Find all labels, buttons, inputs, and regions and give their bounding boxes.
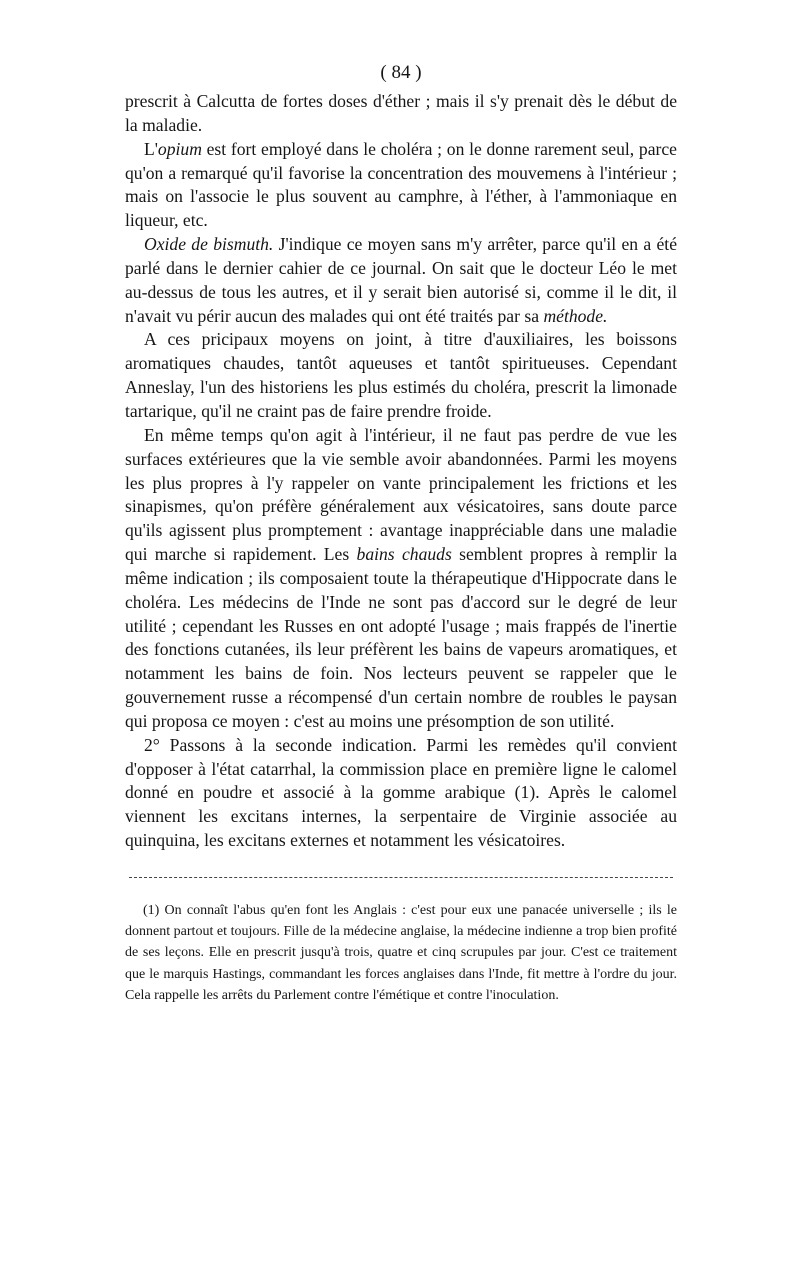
paragraph <box>125 233 677 328</box>
paragraph <box>125 328 677 423</box>
paragraph <box>125 138 677 233</box>
italic-run: opium <box>157 138 202 159</box>
text-run: En même temps qu'on agit à l'intérieur, il ne faut pas perdre de vue les surfaces extérieures que la vie semble avoir abandonnées. Parmi les moyens les plus propres à l'y rappeler on vante principalement les frictions et les sinapismes, qu'on préfère généralement aux vésicatoires, sans doute parce qu'ils agissent plus promptement : avantage inappréciable dans une maladie qui marche si rapidement. Les <box>125 424 677 565</box>
paragraph <box>125 90 677 138</box>
footnote <box>125 900 677 1006</box>
text-run: 2° Passons à la seconde indication. Parmi les remèdes qu'il convient d'opposer à l'état catarrhal, la commission place en première ligne le calomel donné en poudre et associé à la gomme arabique (1). Après le calomel viennent les excitans internes, la serpentaire de Virginie associée au quinquina, les excitans externes et notamment les vésicatoires. <box>125 734 677 851</box>
book-page <box>125 60 677 1006</box>
italic-run: méthode. <box>543 305 608 326</box>
text-run: J'indique ce moyen sans m'y arrêter, parce qu'il en a été parlé dans le dernier cahier de ce journal. On sait que le docteur Léo le met au-dessus de tous les autres, et il y serait bien autorisé si, comme il le dit, il n'avait vu périr aucun des malades qui ont été traités par sa <box>125 234 678 326</box>
paragraph <box>125 424 677 734</box>
footnote-text: (1) On connaît l'abus qu'en font les Anglais : c'est pour eux une panacée universelle ; ils le donnent partout et toujours. Fille de la médecine anglaise, la médecine indienne a trop bien profité de ses leçons. Elle en prescrit jusqu'à trois, quatre et cinq scrupules par jour. C'est ce traitement que le marquis Hastings, commandant les forces anglaises dans l'Inde, fit mettre à l'ordre du jour. Cela rappelle les arrêts du Parlement contre l'émétique et contre l'inoculation. <box>125 903 677 1003</box>
italic-run: bains chauds <box>356 544 452 565</box>
text-run: A ces pricipaux moyens on joint, à titre d'auxiliaires, les boissons aromatiques chaudes, tantôt aqueuses et tantôt spiritueuses. Cependant Anneslay, l'un des historiens les plus estimés du choléra, prescrit la limonade tartarique, qu'il ne craint pas de faire prendre froide. <box>125 329 677 421</box>
text-run: semblent propres à remplir la même indication ; ils composaient toute la thérapeutique d'Hippocrate dans le choléra. Les médecins de l'Inde ne sont pas d'accord sur le degré de leur utilité ; cependant les Russes en ont adopté l'usage ; mais frappés de l'inertie des fonctions cutanées, ils leur préfèrent les bains de vapeurs aromatiques, et notamment les bains de foin. Nos lecteurs peuvent se rappeler que le gouvernement russe a récompensé d'un certain nombre de roubles le paysan qui proposa ce moyen : c'est au moins une présomption de son utilité. <box>125 544 677 731</box>
body-text <box>125 90 677 853</box>
page-number: ( 84 ) <box>380 62 422 83</box>
italic-run: Oxide de bismuth. <box>144 234 274 255</box>
text-run: L' <box>144 138 158 159</box>
text-run: est fort employé dans le choléra ; on le donne rarement seul, parce qu'on a remarqué qu'il favorise la concentration des mouvemens à l'intérieur ; mais on l'associe le plus souvent au camphre, à l'éther, à l'ammoniaque en liqueur, etc. <box>125 138 677 231</box>
footnote-divider <box>129 877 673 878</box>
paragraph <box>125 734 677 853</box>
text-run: prescrit à Calcutta de fortes doses d'éther ; mais il s'y prenait dès le début de la maladie. <box>125 91 677 135</box>
